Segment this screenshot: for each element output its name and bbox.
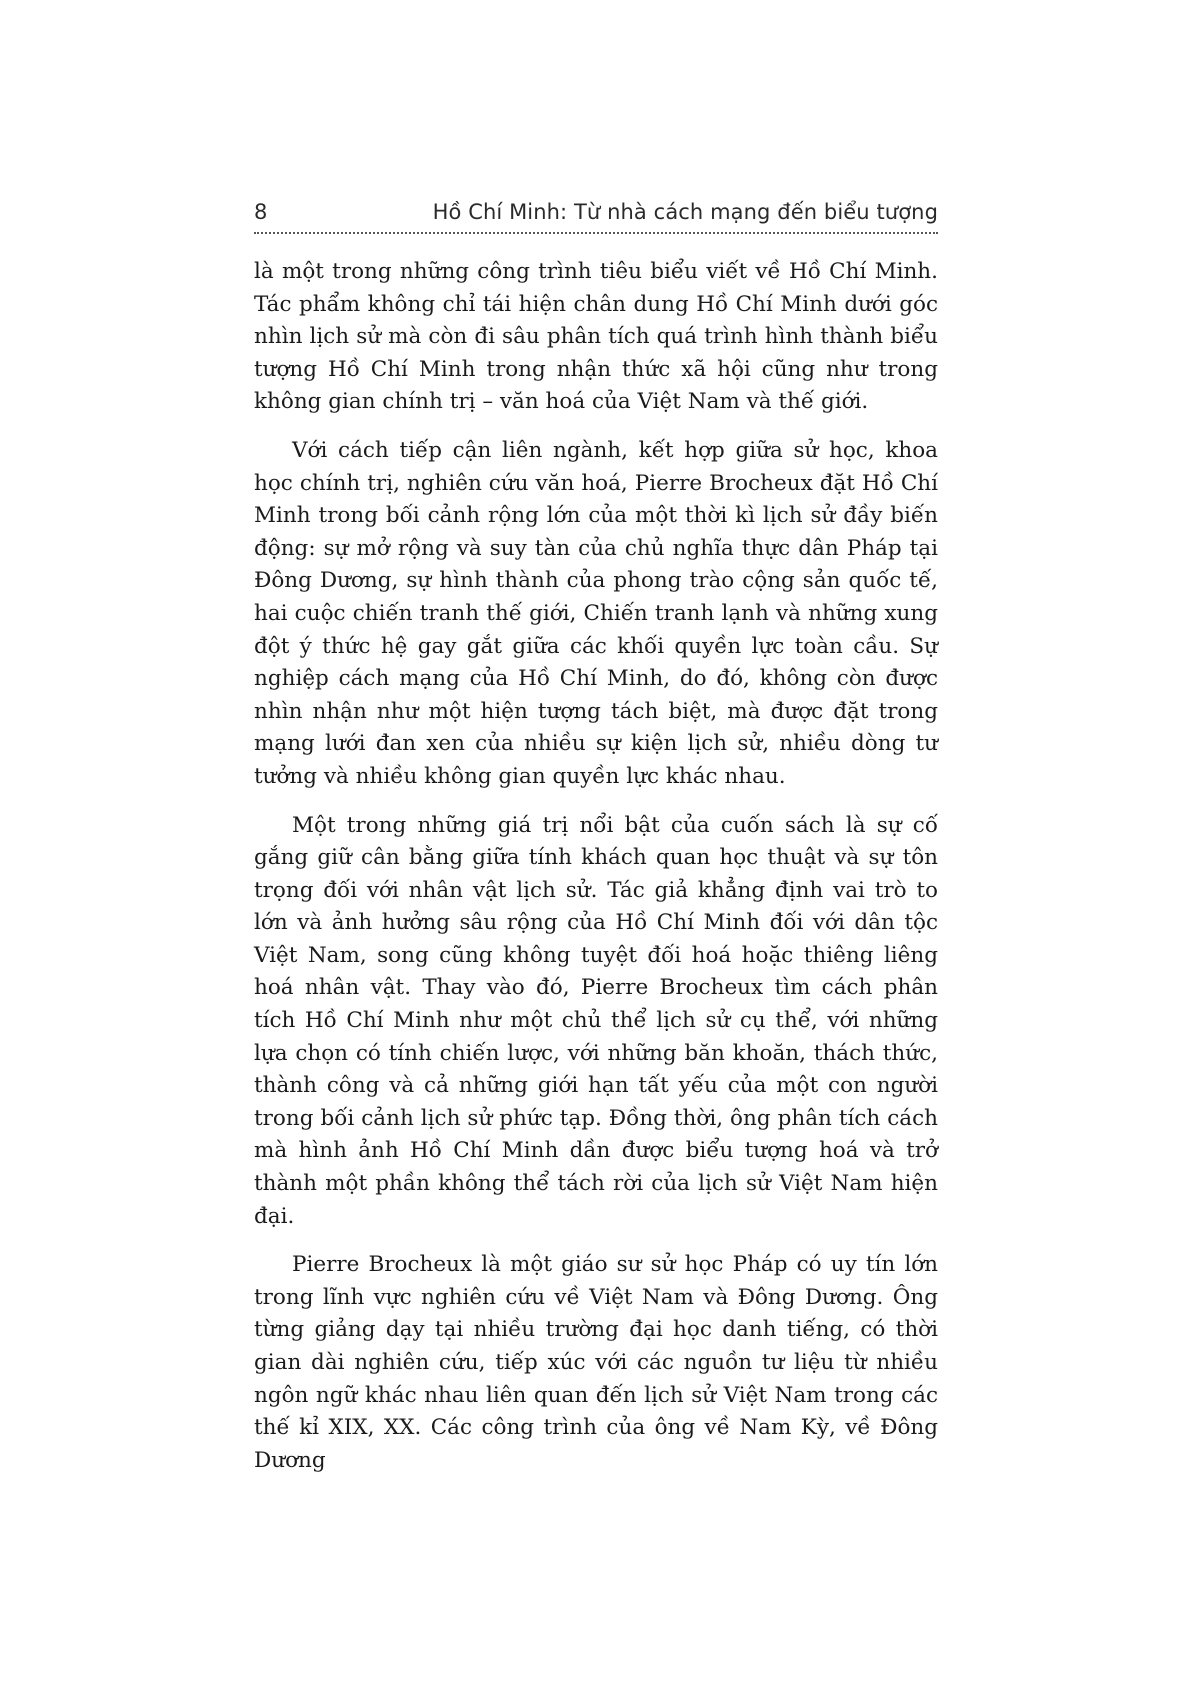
paragraph: Với cách tiếp cận liên ngành, kết hợp giữa sử học, khoa học chính trị, nghiên cứu văn hoá, Pierre Brocheux đặt Hồ Chí Minh trong bối cảnh rộng lớn của một thời kì lịch sử đầy biến động: sự mở rộng và suy tàn của chủ nghĩa thực dân Pháp tại Đông Dương, sự hình thành của phong trào cộng sản quốc tế, hai cuộc chiến tranh thế giới, Chiến tranh lạnh và những xung đột ý thức hệ gay gắt giữa các khối quyền lực toàn cầu. Sự nghiệp cách mạng của Hồ Chí Minh, do đó, không còn được nhìn nhận như một hiện tượng tách biệt, mà được đặt trong mạng lưới đan xen của nhiều sự kiện lịch sử, nhiều dòng tư tưởng và nhiều không gian quyền lực khác nhau. xyxy=(254,437,938,789)
paragraph: Một trong những giá trị nổi bật của cuốn sách là sự cố gắng giữ cân bằng giữa tính khách quan học thuật và sự tôn trọng đối với nhân vật lịch sử. Tác giả khẳng định vai trò to lớn và ảnh hưởng sâu rộng của Hồ Chí Minh đối với dân tộc Việt Nam, song cũng không tuyệt đối hoá hoặc thiêng liêng hoá nhân vật. Thay vào đó, Pierre Brocheux tìm cách phân tích Hồ Chí Minh như một chủ thể lịch sử cụ thể, với những lựa chọn có tính chiến lược, với những băn khoăn, thách thức, thành công và cả những giới hạn tất yếu của một con người trong bối cảnh lịch sử phức tạp. Đồng thời, ông phân tích cách mà hình ảnh Hồ Chí Minh dần được biểu tượng hoá và trở thành một phần không thể tách rời của lịch sử Việt Nam hiện đại. xyxy=(254,812,938,1229)
paragraph-continued: là một trong những công trình tiêu biểu viết về Hồ Chí Minh. Tác phẩm không chỉ tái hiện chân dung Hồ Chí Minh dưới góc nhìn lịch sử mà còn đi sâu phân tích quá trình hình thành biểu tượng Hồ Chí Minh trong nhận thức xã hội cũng như trong không gian chính trị – văn hoá của Việt Nam và thế giới. xyxy=(254,259,938,415)
running-header xyxy=(254,200,938,234)
page-number: 8 xyxy=(254,200,268,224)
paragraph: Pierre Brocheux là một giáo sư sử học Pháp có uy tín lớn trong lĩnh vực nghiên cứu về Việt Nam và Đông Dương. Ông từng giảng dạy tại nhiều trường đại học danh tiếng, có thời gian dài nghiên cứu, tiếp xúc với các nguồn tư liệu từ nhiều ngôn ngữ khác nhau liên quan đến lịch sử Việt Nam trong các thế kỉ XIX, XX. Các công trình của ông về Nam Kỳ, về Đông Dương xyxy=(254,1252,938,1473)
book-page xyxy=(254,200,938,1493)
body-text xyxy=(254,256,938,1477)
running-title: Hồ Chí Minh: Từ nhà cách mạng đến biểu tượng xyxy=(432,200,938,224)
